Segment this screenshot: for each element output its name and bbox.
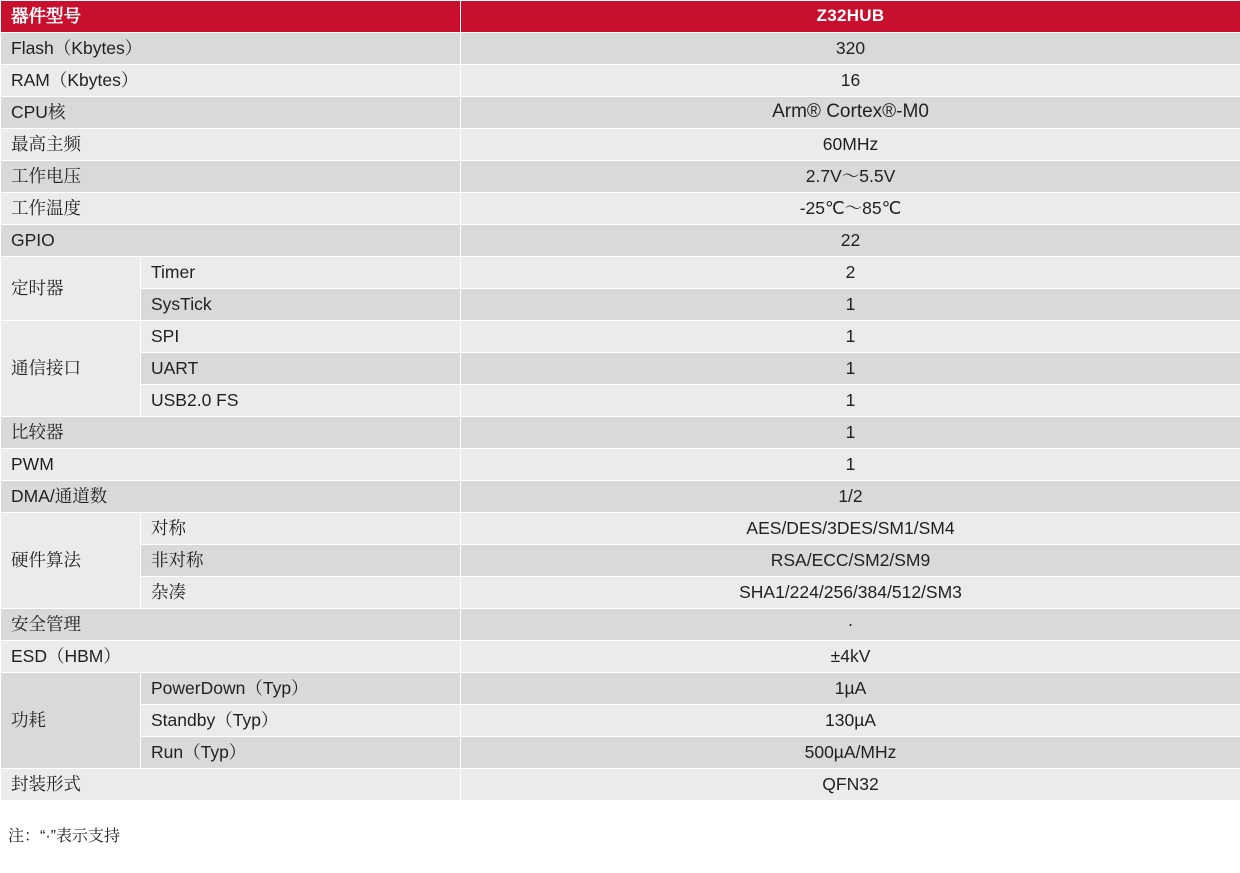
table-row — [1, 641, 1240, 673]
header-device-name: Z32HUB — [461, 1, 1240, 33]
row-value: 1 — [461, 321, 1240, 353]
row-value: QFN32 — [461, 769, 1240, 801]
row-sublabel: 对称 — [141, 513, 461, 545]
table-row — [1, 65, 1240, 97]
table-row — [1, 321, 1240, 353]
table-row — [1, 737, 1240, 769]
row-value: 320 — [461, 33, 1240, 65]
row-label: ESD（HBM） — [1, 641, 461, 673]
table-row — [1, 385, 1240, 417]
row-label: 安全管理 — [1, 609, 461, 641]
row-label: Flash（Kbytes） — [1, 33, 461, 65]
table-row — [1, 449, 1240, 481]
row-value: 2.7V～5.5V — [461, 161, 1240, 193]
group-label-timer: 定时器 — [1, 257, 141, 321]
table-row — [1, 353, 1240, 385]
table-row — [1, 33, 1240, 65]
table-row — [1, 289, 1240, 321]
row-value: RSA/ECC/SM2/SM9 — [461, 545, 1240, 577]
row-value: -25℃～85℃ — [461, 193, 1240, 225]
row-value-support-dot: · — [461, 609, 1240, 641]
footnote: 注：“·”表示支持 — [8, 828, 120, 845]
row-sublabel: USB2.0 FS — [141, 385, 461, 417]
table-row — [1, 769, 1240, 801]
row-value: 1 — [461, 385, 1240, 417]
row-value: 1/2 — [461, 481, 1240, 513]
row-label: GPIO — [1, 225, 461, 257]
table-row — [1, 129, 1240, 161]
table-row — [1, 577, 1240, 609]
row-value: 1µA — [461, 673, 1240, 705]
table-row — [1, 609, 1240, 641]
row-label: 封装形式 — [1, 769, 461, 801]
table-row — [1, 225, 1240, 257]
row-sublabel: SPI — [141, 321, 461, 353]
table-row — [1, 673, 1240, 705]
row-value: 1 — [461, 289, 1240, 321]
row-sublabel: Standby（Typ） — [141, 705, 461, 737]
row-value: Arm® Cortex®-M0 — [461, 97, 1240, 129]
row-label: RAM（Kbytes） — [1, 65, 461, 97]
row-sublabel: Timer — [141, 257, 461, 289]
row-label: 最高主频 — [1, 129, 461, 161]
row-label: DMA/通道数 — [1, 481, 461, 513]
row-value: 1 — [461, 417, 1240, 449]
table-row — [1, 513, 1240, 545]
table-row — [1, 705, 1240, 737]
row-value: 60MHz — [461, 129, 1240, 161]
row-value: 22 — [461, 225, 1240, 257]
row-label: CPU核 — [1, 97, 461, 129]
row-label: 比较器 — [1, 417, 461, 449]
row-label: 工作温度 — [1, 193, 461, 225]
row-label: PWM — [1, 449, 461, 481]
header-row-label: 器件型号 — [1, 1, 461, 33]
row-value: AES/DES/3DES/SM1/SM4 — [461, 513, 1240, 545]
row-sublabel: SysTick — [141, 289, 461, 321]
table-row — [1, 545, 1240, 577]
row-value: 1 — [461, 449, 1240, 481]
row-value: 500µA/MHz — [461, 737, 1240, 769]
group-label-comm: 通信接口 — [1, 321, 141, 417]
row-sublabel: PowerDown（Typ） — [141, 673, 461, 705]
row-value: 16 — [461, 65, 1240, 97]
table-row — [1, 417, 1240, 449]
row-value: SHA1/224/256/384/512/SM3 — [461, 577, 1240, 609]
row-label: 工作电压 — [1, 161, 461, 193]
row-sublabel: Run（Typ） — [141, 737, 461, 769]
table-row — [1, 193, 1240, 225]
row-value: ±4kV — [461, 641, 1240, 673]
table-row — [1, 161, 1240, 193]
table-header-row — [1, 1, 1240, 33]
row-value: 1 — [461, 353, 1240, 385]
row-value: 2 — [461, 257, 1240, 289]
row-sublabel: UART — [141, 353, 461, 385]
group-label-power: 功耗 — [1, 673, 141, 769]
table-row — [1, 257, 1240, 289]
row-sublabel: 非对称 — [141, 545, 461, 577]
table-row — [1, 481, 1240, 513]
group-label-crypto: 硬件算法 — [1, 513, 141, 609]
row-sublabel: 杂凑 — [141, 577, 461, 609]
table-row — [1, 97, 1240, 129]
row-value: 130µA — [461, 705, 1240, 737]
